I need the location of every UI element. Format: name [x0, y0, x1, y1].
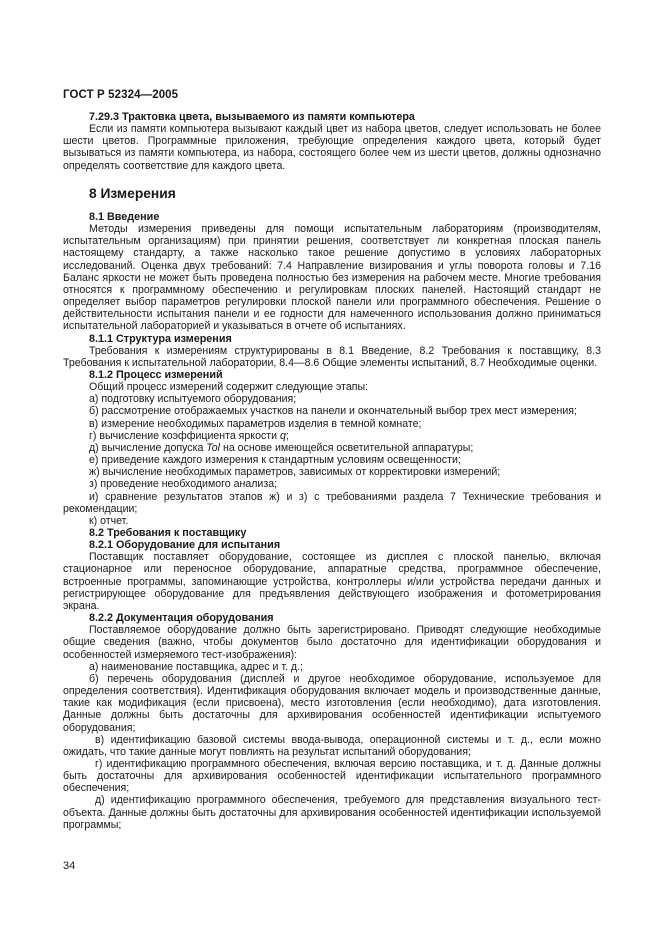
section-8-1-body: Методы измерения приведены для помощи испытательным лабораториям (производителям, испытательным организациям) при принятии решения, соответствует ли конкретная плоская панель настоящему стандарту, а также насколько такое решение допустимо в условиях лабораторных исследований. Оценка двух требований: 7.4 Направление визирования и углы поворота головы и 7.16 Баланс яркости не может быть проведена полностью без измерения на рабочем месте. Многие требования относятся к программному обеспечению и регулировкам плоских панелей. Настоящий стандарт не определяет выбор параметров регулировки плоской панели или программного обеспечения. Решение о действительности испытания панели и ее годности для намеченного использования должно приниматься испытательной лабораторией и указываться в отчете об испытаниях.	[63, 223, 601, 333]
section-8-1-2-intro: Общий процесс измерений содержит следующие этапы:	[89, 381, 369, 394]
doc-item-g: г) идентификацию программного обеспечения, включая версию поставщика, и т. д. Данные должны быть достаточны для архивирования особенностей идентификации испытательного программного обеспечения;	[63, 757, 601, 795]
process-step-b: б) рассмотрение отображаемых участков на панели и окончательный выбор трех мест измерения;	[89, 405, 577, 418]
section-8-1-1-body: Требования к измерениям структурированы в 8.1 Введение, 8.2 Требования к поставщику, 8.3 Требования к испытательной лаборатории, 8.4—8.6 Общие элементы испытаний, 8.7 Необходимые оценки.	[63, 344, 601, 369]
doc-item-b: б) перечень оборудования (дисплей и другое необходимое оборудование, используемое для определения соответствия). Идентификация оборудования включает модель и производственные данные, такие как модификация (если присвоена), место изготовления (если необходимо), дата изготовления. Данные должны быть достаточны для архивирования особенностей идентификации испытуемого оборудования;	[63, 672, 601, 734]
process-step-g	[63, 430, 601, 442]
process-step-g-text: г) вычисление коэффициента яркости	[89, 429, 280, 442]
section-7-29-3-title: 7.29.3 Трактовка цвета, вызываемого из памяти компьютера	[89, 111, 415, 123]
section-8-2-1-body: Поставщик поставляет оборудование, состоящее из дисплея с плоской панелью, включая стационарное или переносное оборудование, аппаратные средства, программное обеспечение, встроенные программы, запоминающие устройства, контроллеры и/или устройства передачи данных и регистрирующее оборудование для предъявления действующего изображения и фотометрирования экрана.	[63, 551, 601, 612]
process-step-g-end: ;	[285, 429, 289, 442]
document-body	[63, 111, 601, 831]
variable-q: q	[279, 429, 286, 442]
process-step-zh: ж) вычисление необходимых параметров, зависимых от корректировки измерений;	[89, 466, 501, 479]
process-step-d-end: на основе имеющейся осветительной аппаратуры;	[220, 441, 474, 454]
process-step-v: в) измерение необходимых параметров изделия в темной комнате;	[89, 417, 422, 430]
section-8-title: 8 Измерения	[89, 185, 176, 201]
process-step-d-text: д) вычисление допуска	[89, 441, 207, 454]
variable-tol: Tol	[206, 441, 221, 454]
doc-item-v: в) идентификацию базовой системы ввода-вывода, операционной системы и т. д., если можно ожидать, что такие данные могут повлиять на результат испытаний оборудования;	[63, 733, 601, 758]
section-8-1-2-title: 8.1.2 Процесс измерений	[89, 368, 223, 381]
process-step-e: е) приведение каждого измерения к стандартным условиям освещенности;	[89, 454, 461, 467]
process-step-k: к) отчет.	[89, 514, 129, 527]
section-7-29-3-body: Если из памяти компьютера вызывают каждый цвет из набора цветов, следует использовать не более шести цветов. Программные приложения, требующие определения каждого цвета, который будет вызываться из памяти компьютера, из набора, состоящего более чем из шести цветов, должны однозначно определять соответствие для каждого цвета.	[63, 123, 601, 172]
doc-item-a: а) наименование поставщика, адрес и т. д.;	[89, 660, 303, 673]
doc-item-d: д) идентификацию программного обеспечения, требуемого для представления визуального тест-объекта. Данные должны быть достаточны для архивирования особенностей идентификации используемой программы;	[63, 794, 601, 831]
process-step-z: з) проведение необходимого анализа;	[89, 478, 278, 491]
process-step-a: а) подготовку испытуемого оборудования;	[89, 393, 297, 406]
section-8-2-2-title: 8.2.2 Документация оборудования	[89, 612, 274, 625]
section-8-2-title: 8.2 Требования к поставщику	[89, 527, 247, 539]
section-8-2-2-body: Поставляемое оборудование должно быть зарегистрировано. Приводят следующие необходимые общие сведения (важно, чтобы документов было достаточно для идентификации оборудования и особенностей измеряемого тест-изображения):	[63, 624, 601, 661]
process-step-i: и) сравнение результатов этапов ж) и з) с требованиями раздела 7 Технические требования и рекомендации;	[63, 490, 601, 515]
page-number: 34	[63, 860, 76, 872]
section-8-1-title: 8.1 Введение	[89, 210, 160, 223]
section-8-2-1-title: 8.2.1 Оборудование для испытания	[89, 539, 281, 552]
document-code-header: ГОСТ Р 52324—2005	[63, 89, 179, 101]
process-step-d	[63, 442, 601, 454]
section-8-1-1-title: 8.1.1 Структура измерения	[89, 332, 232, 345]
